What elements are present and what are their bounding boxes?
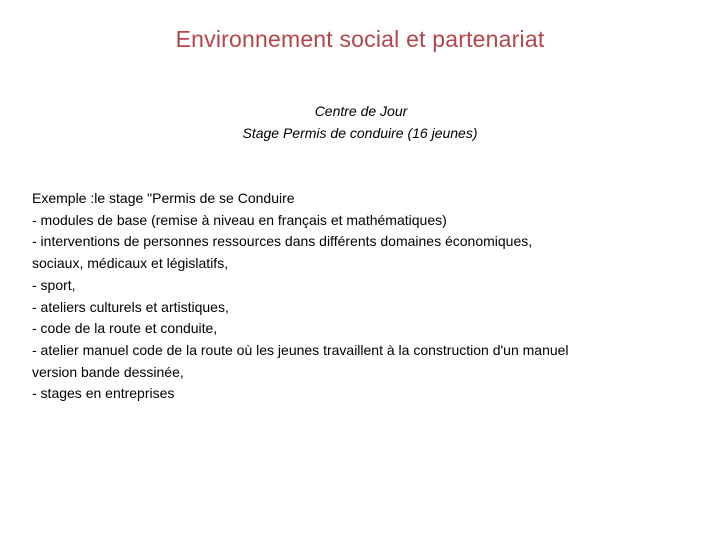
subtitle-block: [0, 100, 720, 144]
body-line: - interventions de personnes ressources dans différents domaines économiques,: [32, 233, 533, 250]
body-text: [32, 188, 692, 405]
body-line: - code de la route et conduite,: [32, 320, 218, 337]
body-line: sociaux, médicaux et législatifs,: [32, 255, 229, 272]
slide-title: Environnement social et partenariat: [175, 26, 545, 52]
body-line: Exemple :le stage "Permis de se Conduire: [32, 190, 295, 206]
body-line: version bande dessinée,: [32, 363, 184, 380]
body-line: - atelier manuel code de la route où les jeunes travaillent à la construction d'un manuel: [32, 341, 569, 358]
subtitle-line: Stage Permis de conduire (16 jeunes): [242, 125, 478, 141]
body-line: - stages en entreprises: [32, 385, 175, 402]
body-line: - sport,: [32, 276, 76, 293]
body-line: - modules de base (remise à niveau en français et mathématiques): [32, 211, 447, 228]
body-line: - ateliers culturels et artistiques,: [32, 298, 229, 315]
subtitle-line: Centre de Jour: [314, 103, 408, 119]
